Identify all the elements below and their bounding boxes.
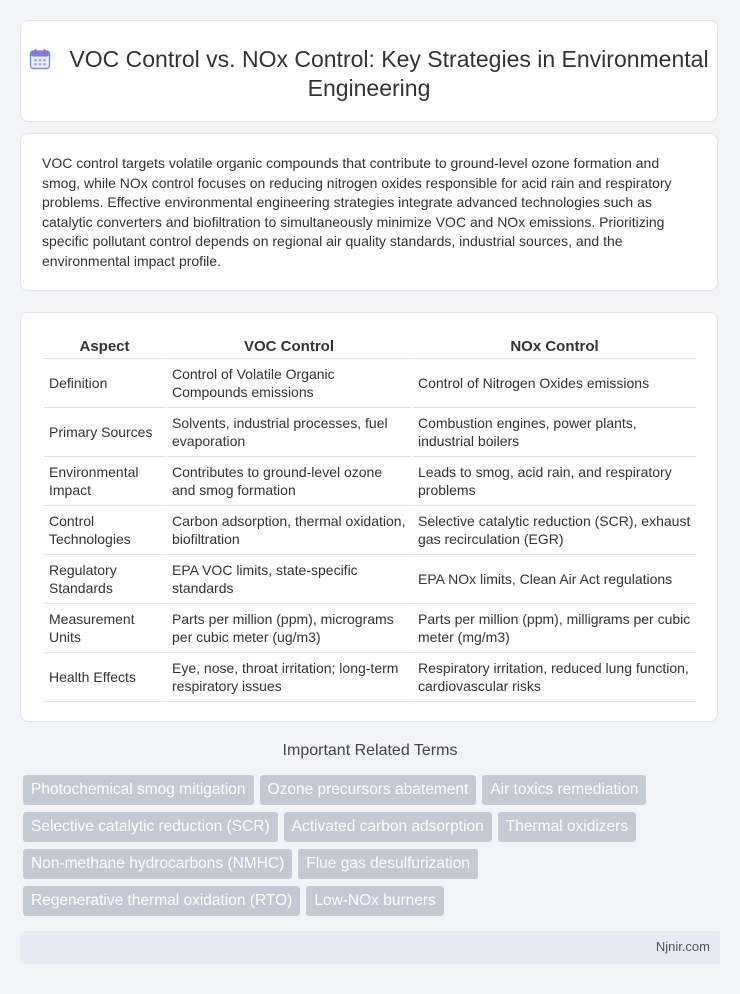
cell-aspect: Definition — [44, 359, 165, 408]
term-tag[interactable]: Flue gas desulfurization — [298, 849, 478, 879]
cell-nox: Parts per million (ppm), milligrams per cubic meter (mg/m3) — [413, 604, 696, 653]
comparison-table — [42, 333, 698, 702]
table-row — [44, 408, 696, 457]
cell-nox: Respiratory irritation, reduced lung function, cardiovascular risks — [413, 653, 696, 702]
header-voc: VOC Control — [167, 333, 411, 359]
cell-aspect: Control Technologies — [44, 506, 165, 555]
cell-voc: Contributes to ground-level ozone and smog formation — [167, 457, 411, 506]
term-row — [23, 812, 703, 842]
term-tag[interactable]: Non-methane hydrocarbons (NMHC) — [23, 849, 292, 879]
intro-paragraph: VOC control targets volatile organic compounds that contribute to ground-level ozone formation and smog, while NOx control focuses on reducing nitrogen oxides responsible for acid rain and respiratory problems. Effective environmental engineering strategies integrate advanced technologies such as catalytic converters and biofiltration to simultaneously minimize VOC and NOx emissions. Prioritizing specific pollutant control depends on regional air quality standards, industrial sources, and the environmental impact profile. — [42, 155, 672, 269]
footer — [20, 931, 720, 964]
table-row — [44, 604, 696, 653]
term-tag[interactable]: Air toxics remediation — [482, 775, 646, 805]
title-card — [20, 20, 718, 122]
cell-voc: Carbon adsorption, thermal oxidation, biofiltration — [167, 506, 411, 555]
table-row — [44, 506, 696, 555]
intro-card — [20, 133, 718, 291]
header-aspect: Aspect — [44, 333, 165, 359]
term-tag[interactable]: Selective catalytic reduction (SCR) — [23, 812, 278, 842]
calendar-icon — [29, 48, 51, 70]
cell-nox: Selective catalytic reduction (SCR), exhaust gas recirculation (EGR) — [413, 506, 696, 555]
page-title-wrap — [21, 45, 717, 103]
cell-aspect: Health Effects — [44, 653, 165, 702]
related-terms-list — [23, 775, 703, 923]
cell-voc: Parts per million (ppm), micrograms per cubic meter (ug/m3) — [167, 604, 411, 653]
term-tag[interactable]: Photochemical smog mitigation — [23, 775, 254, 805]
cell-aspect: Primary Sources — [44, 408, 165, 457]
table-row — [44, 555, 696, 604]
cell-aspect: Regulatory Standards — [44, 555, 165, 604]
cell-nox: Combustion engines, power plants, industrial boilers — [413, 408, 696, 457]
table-row — [44, 457, 696, 506]
term-row — [23, 775, 703, 805]
term-tag[interactable]: Low-NOx burners — [306, 886, 443, 916]
cell-nox: Leads to smog, acid rain, and respiratory problems — [413, 457, 696, 506]
table-row — [44, 653, 696, 702]
header-nox: NOx Control — [413, 333, 696, 359]
cell-voc: Eye, nose, throat irritation; long-term respiratory issues — [167, 653, 411, 702]
cell-nox: EPA NOx limits, Clean Air Act regulations — [413, 555, 696, 604]
page-title: VOC Control vs. NOx Control: Key Strategies in Environmental Engineering — [69, 46, 709, 101]
cell-voc: EPA VOC limits, state-specific standards — [167, 555, 411, 604]
table-row — [44, 359, 696, 408]
term-tag[interactable]: Activated carbon adsorption — [284, 812, 492, 842]
term-tag[interactable]: Thermal oxidizers — [498, 812, 636, 842]
term-row — [23, 886, 703, 916]
term-tag[interactable]: Ozone precursors abatement — [260, 775, 477, 805]
cell-voc: Solvents, industrial processes, fuel evaporation — [167, 408, 411, 457]
table-header-row — [44, 333, 696, 359]
comparison-card — [20, 312, 718, 722]
related-terms-heading: Important Related Terms — [282, 742, 458, 759]
cell-nox: Control of Nitrogen Oxides emissions — [413, 359, 696, 408]
cell-voc: Control of Volatile Organic Compounds emissions — [167, 359, 411, 408]
term-tag[interactable]: Regenerative thermal oxidation (RTO) — [23, 886, 300, 916]
footer-site[interactable]: Njnir.com — [655, 939, 710, 954]
term-row — [23, 849, 703, 879]
cell-aspect: Measurement Units — [44, 604, 165, 653]
cell-aspect: Environmental Impact — [44, 457, 165, 506]
